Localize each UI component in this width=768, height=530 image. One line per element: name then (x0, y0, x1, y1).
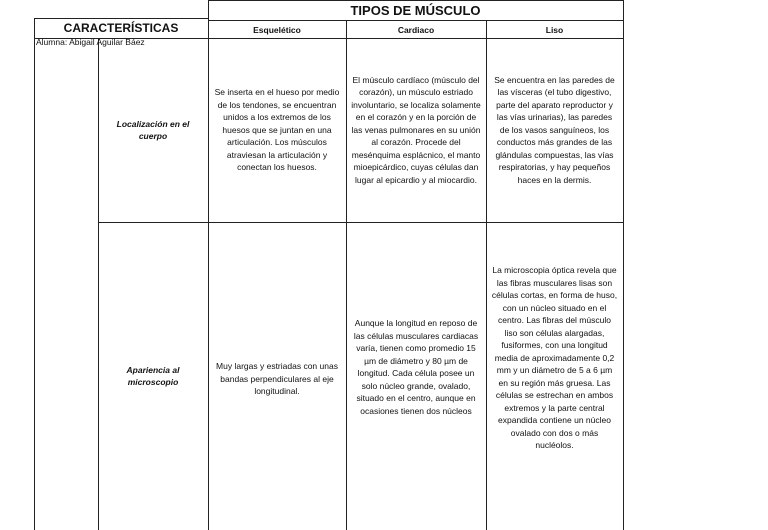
column-header-liso: Liso (545, 24, 564, 35)
column-header-cardiaco: Cardiaco (397, 24, 435, 35)
cell-apariencia-esqueletico (208, 222, 346, 530)
cell-text: Se inserta en el hueso por medio de los tendones, se encuentran unidos a los extremos de los huesos que se juntan en una articulación. Los músculos atraviesan la articulación y conectan los huesos. (214, 87, 340, 173)
column-header-esqueletico: Esquelético (253, 24, 301, 35)
cell-localizacion-liso (486, 38, 623, 222)
student-name: Alumna: Abigail Aguilar Báez (36, 37, 145, 47)
row-label-text: Localización en el cuerpo (116, 118, 190, 141)
row-label-localizacion (98, 38, 208, 222)
outer-left-border (34, 18, 35, 530)
outer-right-border (623, 0, 624, 530)
cell-localizacion-esqueletico (208, 38, 346, 222)
row-label-text: Apariencia al microscopio (126, 364, 180, 387)
cell-apariencia-cardiaco (346, 222, 486, 530)
types-heading: TIPOS DE MÚSCULO (350, 2, 481, 18)
characteristics-heading: CARACTERÍSTICAS (63, 21, 179, 35)
cell-localizacion-cardiaco (346, 38, 486, 222)
cell-text: Aunque la longitud en reposo de las células musculares cardiacas varía, tienen como promedio 15 µm de diámetro y 80 µm de longitud. Cada célula posee un solo núcleo grande, ovalado, situado en el centro, aunque en ocasiones tienen dos núcleos (353, 318, 479, 416)
cell-text: Se encuentra en las paredes de las vísceras (el tubo digestivo, parte del aparato reproductor y las vías urinarias), las paredes de los vasos sanguíneos, los conductos más grandes de las glándulas compuestas, las vías respiratorias, y hay pequeños haces en la dermis. (494, 74, 615, 185)
cell-text: Muy largas y estriadas con unas bandas perpendiculares al eje longitudinal. (216, 361, 338, 396)
row-label-apariencia (98, 222, 208, 530)
cell-text: El músculo cardíaco (músculo del corazón), un músculo estriado involuntario, se localiza solamente en el corazón y en la porción de las venas pulmonares en su unión al corazón. Procede del mesénquima esplácnico, el manto mioepicárdico, cuyas células dan lugar al epicardio y al miocardio. (351, 74, 481, 185)
cell-text: La microscopia óptica revela que las fibras musculares lisas son células cortas, en forma de huso, con un núcleo situado en el centro. Las fibras del músculo liso son células alargadas, fusiformes, con una longitud media de aproximadamente 0,2 mm y un diámetro de 5 a 6 µm en su región más gruesa. Las células se estrechan en ambos extremos y la parte central expandida contiene un núcleo ovalado con dos o más nucléolos. (491, 265, 618, 450)
cell-apariencia-liso (486, 222, 623, 530)
